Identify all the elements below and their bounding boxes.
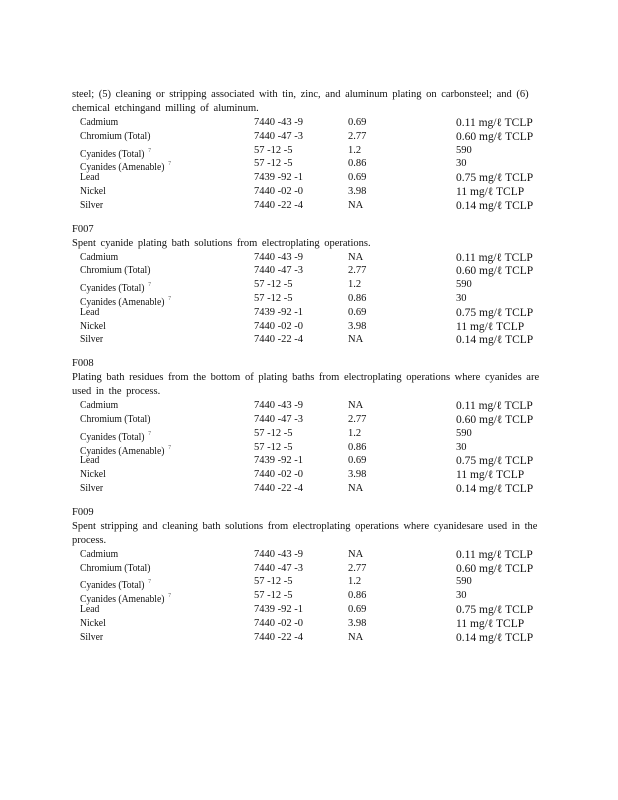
wastewater-concentration	[348, 631, 363, 645]
cas-number-text: 7440 -02 -0	[254, 469, 303, 481]
wastewater-concentration-text: 0.69	[348, 455, 367, 467]
table-row	[72, 144, 552, 158]
constituent-name-text: Cadmium	[80, 400, 119, 412]
nonwastewater-concentration	[456, 617, 524, 631]
nonwastewater-concentration-text: 0.60 mg/ℓ TCLP	[456, 413, 534, 426]
wastewater-concentration	[348, 306, 366, 320]
footnote-marker: 7	[148, 147, 151, 154]
cas-number	[254, 441, 293, 455]
cas-number-text: 57 -12 -5	[254, 292, 293, 304]
cas-number-text: 57 -12 -5	[254, 158, 293, 170]
cas-number-text: 7440 -47 -3	[254, 130, 303, 142]
cas-number	[254, 306, 303, 320]
cas-number	[254, 264, 303, 278]
table-row	[72, 171, 552, 185]
constituent-name-text: Silver	[80, 199, 104, 211]
nonwastewater-concentration-text: 11 mg/ℓ TCLP	[456, 320, 525, 333]
constituent-name	[80, 199, 103, 213]
constituent-name	[80, 454, 99, 468]
cas-number	[254, 199, 303, 213]
constituent-name-text: Cyanides (Total)	[80, 431, 145, 443]
footnote-marker: 7	[148, 282, 151, 289]
section-f009	[72, 506, 552, 645]
wastewater-concentration-text: 2.77	[348, 562, 367, 574]
nonwastewater-concentration-text: 590	[456, 144, 472, 156]
wastewater-concentration-text: NA	[348, 631, 364, 643]
table-row	[72, 413, 552, 427]
table-row	[72, 589, 552, 606]
constituent-name	[80, 399, 118, 413]
cas-number-text: 7440 -47 -3	[254, 413, 303, 425]
nonwastewater-concentration	[456, 575, 472, 589]
wastewater-concentration	[348, 130, 366, 144]
constituent-name-text: Cadmium	[80, 548, 119, 560]
nonwastewater-concentration	[456, 130, 533, 144]
constituent-name	[80, 333, 103, 347]
cas-number	[254, 292, 293, 306]
constituent-name-text: Cadmium	[80, 117, 119, 128]
wastewater-concentration-text: 1.2	[348, 144, 362, 156]
wastewater-concentration-text: NA	[348, 199, 364, 211]
wastewater-concentration-text: NA	[348, 400, 364, 412]
nonwastewater-concentration-text: 0.14 mg/ℓ TCLP	[456, 482, 534, 495]
wastewater-concentration-text: 2.77	[348, 265, 367, 277]
nonwastewater-concentration-text: 30	[456, 158, 467, 170]
nonwastewater-concentration-text: 30	[456, 441, 467, 453]
footnote-marker: 7	[168, 295, 171, 302]
cas-number	[254, 130, 303, 144]
wastewater-concentration	[348, 427, 361, 441]
cas-number-text: 57 -12 -5	[254, 590, 293, 602]
cas-number-text: 7440 -22 -4	[254, 482, 303, 494]
nonwastewater-concentration	[456, 482, 533, 496]
constituent-name	[80, 413, 150, 427]
table-row	[72, 399, 552, 413]
constituent-name-text: Cyanides (Amenable)	[80, 594, 165, 606]
nonwastewater-concentration	[456, 144, 472, 158]
cas-number-text: 57 -12 -5	[254, 427, 293, 439]
wastewater-concentration	[348, 333, 363, 347]
wastewater-concentration-text: 1.2	[348, 279, 362, 291]
footnote-marker: 7	[168, 593, 171, 600]
cas-number-text: 7439 -92 -1	[254, 172, 303, 184]
constituent-name	[80, 130, 150, 144]
constituent-name-text: Lead	[80, 306, 100, 318]
cas-number	[254, 482, 303, 496]
wastewater-concentration-text: 0.69	[348, 117, 367, 128]
nonwastewater-concentration	[456, 454, 533, 468]
section-description: Plating bath residues from the bottom of plating baths from electroplating operations where cyanides are used in the process.	[72, 372, 540, 398]
cas-number	[254, 548, 303, 562]
cas-number-text: 7440 -22 -4	[254, 199, 303, 211]
section-f007	[72, 223, 552, 348]
cas-number	[254, 631, 303, 645]
table-row	[72, 562, 552, 576]
nonwastewater-concentration-text: 0.60 mg/ℓ TCLP	[456, 130, 534, 143]
nonwastewater-concentration-text: 11 mg/ℓ TCLP	[456, 185, 525, 198]
constituent-name-text: Lead	[80, 172, 100, 184]
cas-number-text: 57 -12 -5	[254, 441, 293, 453]
wastewater-concentration	[348, 468, 366, 482]
wastewater-concentration-text: NA	[348, 334, 364, 346]
nonwastewater-concentration	[456, 468, 524, 482]
constituent-name-text: Silver	[80, 482, 104, 494]
constituent-name-text: Cyanides (Total)	[80, 283, 145, 295]
table-row	[72, 603, 552, 617]
constituent-table	[72, 251, 552, 348]
constituent-name-text: Cyanides (Total)	[80, 580, 145, 592]
waste-code: F008	[72, 358, 94, 370]
cas-number	[254, 603, 303, 617]
table-row	[72, 441, 552, 455]
nonwastewater-concentration-text: 0.14 mg/ℓ TCLP	[456, 334, 534, 347]
wastewater-concentration	[348, 589, 366, 603]
cas-number	[254, 399, 303, 413]
constituent-name-text: Nickel	[80, 185, 106, 197]
constituent-table	[72, 116, 552, 213]
constituent-name-text: Cadmium	[80, 251, 119, 263]
wastewater-concentration	[348, 603, 366, 617]
constituent-name	[80, 185, 106, 199]
cas-number	[254, 468, 303, 482]
table-row	[72, 130, 552, 144]
nonwastewater-concentration	[456, 278, 472, 292]
wastewater-concentration	[348, 251, 363, 265]
table-row	[72, 617, 552, 631]
wastewater-concentration-text: 2.77	[348, 130, 367, 142]
table-row	[72, 116, 552, 130]
constituent-name-text: Nickel	[80, 320, 106, 332]
cas-number	[254, 278, 293, 292]
nonwastewater-concentration	[456, 631, 533, 645]
constituent-name-text: Cyanides (Amenable)	[80, 445, 165, 457]
wastewater-concentration	[348, 548, 363, 562]
constituent-name	[80, 631, 103, 645]
wastewater-concentration-text: 3.98	[348, 469, 367, 481]
cas-number-text: 7440 -47 -3	[254, 562, 303, 574]
wastewater-concentration-text: NA	[348, 251, 364, 263]
constituent-name	[80, 306, 99, 320]
footnote-marker: 7	[168, 444, 171, 451]
constituent-name	[80, 603, 99, 617]
wastewater-concentration-text: 3.98	[348, 617, 367, 629]
wastewater-concentration	[348, 575, 361, 589]
cas-number	[254, 589, 293, 603]
wastewater-concentration	[348, 278, 361, 292]
cas-number	[254, 320, 303, 334]
nonwastewater-concentration-text: 11 mg/ℓ TCLP	[456, 617, 525, 630]
nonwastewater-concentration-text: 590	[456, 279, 472, 291]
section-description: Spent stripping and cleaning bath solutions from electroplating operations where cyanidesare used in the process.	[72, 520, 538, 546]
cas-number	[254, 617, 303, 631]
wastewater-concentration-text: 2.77	[348, 413, 367, 425]
wastewater-concentration-text: 0.86	[348, 590, 367, 602]
nonwastewater-concentration-text: 590	[456, 576, 472, 588]
wastewater-concentration	[348, 116, 366, 130]
nonwastewater-concentration-text: 0.75 mg/ℓ TCLP	[456, 455, 534, 468]
constituent-name	[80, 482, 103, 496]
nonwastewater-concentration	[456, 562, 533, 576]
nonwastewater-concentration	[456, 413, 533, 427]
cas-number-text: 57 -12 -5	[254, 279, 293, 291]
table-row	[72, 468, 552, 482]
wastewater-concentration-text: 0.69	[348, 306, 367, 318]
nonwastewater-concentration-text: 0.14 mg/ℓ TCLP	[456, 199, 534, 212]
nonwastewater-concentration	[456, 399, 533, 413]
cas-number	[254, 413, 303, 427]
wastewater-concentration	[348, 562, 366, 576]
wastewater-concentration	[348, 292, 366, 306]
table-row	[72, 251, 552, 265]
wastewater-concentration-text: 1.2	[348, 576, 362, 588]
wastewater-concentration-text: 0.69	[348, 172, 367, 184]
table-row	[72, 278, 552, 295]
section-continued	[72, 88, 552, 213]
cas-number	[254, 171, 303, 185]
constituent-name	[80, 264, 150, 278]
nonwastewater-concentration	[456, 292, 467, 306]
table-row	[72, 185, 552, 199]
nonwastewater-concentration-text: 0.75 mg/ℓ TCLP	[456, 603, 534, 616]
wastewater-concentration	[348, 185, 366, 199]
table-row	[72, 157, 552, 174]
document-page	[72, 88, 552, 654]
wastewater-concentration	[348, 157, 366, 171]
nonwastewater-concentration	[456, 199, 533, 213]
constituent-name	[80, 171, 99, 185]
table-row	[72, 306, 552, 320]
cas-number	[254, 427, 293, 441]
table-row	[72, 333, 552, 347]
table-row	[72, 320, 552, 334]
nonwastewater-concentration-text: 0.14 mg/ℓ TCLP	[456, 631, 534, 644]
constituent-table	[72, 548, 552, 645]
wastewater-concentration	[348, 320, 366, 334]
cas-number	[254, 575, 293, 589]
wastewater-concentration	[348, 144, 361, 158]
nonwastewater-concentration	[456, 171, 533, 185]
constituent-name-text: Chromium (Total)	[80, 265, 151, 277]
constituent-name-text: Chromium (Total)	[80, 562, 151, 574]
cas-number-text: 7440 -43 -9	[254, 400, 303, 412]
cas-number	[254, 251, 303, 265]
cas-number-text: 7439 -92 -1	[254, 306, 303, 318]
cas-number-text: 7440 -02 -0	[254, 617, 303, 629]
constituent-name-text: Chromium (Total)	[80, 130, 151, 142]
constituent-name	[80, 116, 118, 130]
nonwastewater-concentration-text: 30	[456, 292, 467, 304]
cas-number	[254, 157, 293, 171]
nonwastewater-concentration	[456, 157, 467, 171]
nonwastewater-concentration	[456, 185, 524, 199]
nonwastewater-concentration	[456, 548, 533, 562]
nonwastewater-concentration-text: 0.11 mg/ℓ TCLP	[456, 548, 533, 561]
cas-number-text: 7440 -22 -4	[254, 631, 303, 643]
wastewater-concentration-text: 0.86	[348, 158, 367, 170]
cas-number-text: 7439 -92 -1	[254, 455, 303, 467]
wastewater-concentration-text: 3.98	[348, 185, 367, 197]
table-row	[72, 548, 552, 562]
nonwastewater-concentration	[456, 589, 467, 603]
wastewater-concentration	[348, 482, 363, 496]
nonwastewater-concentration	[456, 251, 533, 265]
cas-number-text: 7440 -02 -0	[254, 320, 303, 332]
cas-number-text: 7440 -43 -9	[254, 548, 303, 560]
cas-number-text: 57 -12 -5	[254, 576, 293, 588]
wastewater-concentration-text: NA	[348, 482, 364, 494]
table-row	[72, 199, 552, 213]
waste-code: F007	[72, 223, 94, 235]
cas-number-text: 7440 -43 -9	[254, 251, 303, 263]
constituent-name-text: Nickel	[80, 469, 106, 481]
nonwastewater-concentration	[456, 427, 472, 441]
cas-number-text: 7440 -02 -0	[254, 185, 303, 197]
nonwastewater-concentration-text: 30	[456, 590, 467, 602]
table-row	[72, 454, 552, 468]
cas-number-text: 7440 -47 -3	[254, 265, 303, 277]
constituent-name	[80, 562, 150, 576]
section-description: steel; (5) cleaning or stripping associated with tin, zinc, and aluminum plating on carbonsteel; and (6) chemical etchingand milling of aluminum.	[72, 89, 529, 114]
nonwastewater-concentration-text: 0.60 mg/ℓ TCLP	[456, 265, 534, 278]
wastewater-concentration-text: 3.98	[348, 320, 367, 332]
nonwastewater-concentration-text: 0.75 mg/ℓ TCLP	[456, 306, 534, 319]
nonwastewater-concentration	[456, 333, 533, 347]
constituent-table	[72, 399, 552, 496]
constituent-name-text: Cyanides (Total)	[80, 148, 145, 160]
wastewater-concentration-text: 0.86	[348, 441, 367, 453]
cas-number-text: 7440 -22 -4	[254, 334, 303, 346]
constituent-name	[80, 251, 118, 265]
cas-number	[254, 185, 303, 199]
wastewater-concentration-text: 1.2	[348, 427, 362, 439]
waste-code: F009	[72, 506, 94, 518]
table-row	[72, 264, 552, 278]
table-row	[72, 292, 552, 306]
table-row	[72, 575, 552, 592]
cas-number	[254, 116, 303, 130]
nonwastewater-concentration	[456, 441, 467, 455]
nonwastewater-concentration	[456, 306, 533, 320]
section-description: Spent cyanide plating bath solutions from electroplating operations.	[72, 237, 371, 249]
section-f008	[72, 357, 552, 496]
cas-number	[254, 333, 303, 347]
cas-number-text: 57 -12 -5	[254, 144, 293, 156]
wastewater-concentration-text: 0.69	[348, 603, 367, 615]
nonwastewater-concentration	[456, 320, 524, 334]
cas-number-text: 7440 -43 -9	[254, 117, 303, 128]
wastewater-concentration	[348, 413, 366, 427]
constituent-name-text: Chromium (Total)	[80, 413, 151, 425]
table-row	[72, 631, 552, 645]
nonwastewater-concentration-text: 0.11 mg/ℓ TCLP	[456, 117, 533, 129]
constituent-name-text: Lead	[80, 603, 100, 615]
nonwastewater-concentration-text: 590	[456, 427, 472, 439]
wastewater-concentration	[348, 171, 366, 185]
wastewater-concentration	[348, 199, 363, 213]
constituent-name	[80, 468, 106, 482]
nonwastewater-concentration-text: 0.60 mg/ℓ TCLP	[456, 562, 534, 575]
table-row	[72, 427, 552, 441]
footnote-marker: 7	[148, 430, 151, 437]
nonwastewater-concentration-text: 11 mg/ℓ TCLP	[456, 469, 525, 482]
nonwastewater-concentration-text: 0.75 mg/ℓ TCLP	[456, 172, 534, 185]
constituent-name-text: Silver	[80, 334, 104, 346]
nonwastewater-concentration	[456, 116, 533, 130]
constituent-name	[80, 548, 118, 562]
constituent-name-text: Cyanides (Amenable)	[80, 162, 165, 174]
constituent-name	[80, 320, 106, 334]
wastewater-concentration	[348, 264, 366, 278]
nonwastewater-concentration	[456, 603, 533, 617]
cas-number	[254, 454, 303, 468]
wastewater-concentration	[348, 441, 366, 455]
cas-number	[254, 562, 303, 576]
nonwastewater-concentration-text: 0.11 mg/ℓ TCLP	[456, 251, 533, 264]
cas-number-text: 7439 -92 -1	[254, 603, 303, 615]
constituent-name-text: Cyanides (Amenable)	[80, 296, 165, 308]
wastewater-concentration	[348, 399, 363, 413]
constituent-name	[80, 617, 106, 631]
wastewater-concentration-text: NA	[348, 548, 364, 560]
nonwastewater-concentration	[456, 264, 533, 278]
footnote-marker: 7	[168, 161, 171, 168]
constituent-name-text: Silver	[80, 631, 104, 643]
wastewater-concentration	[348, 617, 366, 631]
constituent-name-text: Nickel	[80, 617, 106, 629]
wastewater-concentration	[348, 454, 366, 468]
nonwastewater-concentration-text: 0.11 mg/ℓ TCLP	[456, 400, 533, 413]
footnote-marker: 7	[148, 579, 151, 586]
constituent-name-text: Lead	[80, 455, 100, 467]
table-row	[72, 482, 552, 496]
wastewater-concentration-text: 0.86	[348, 292, 367, 304]
cas-number	[254, 144, 293, 158]
